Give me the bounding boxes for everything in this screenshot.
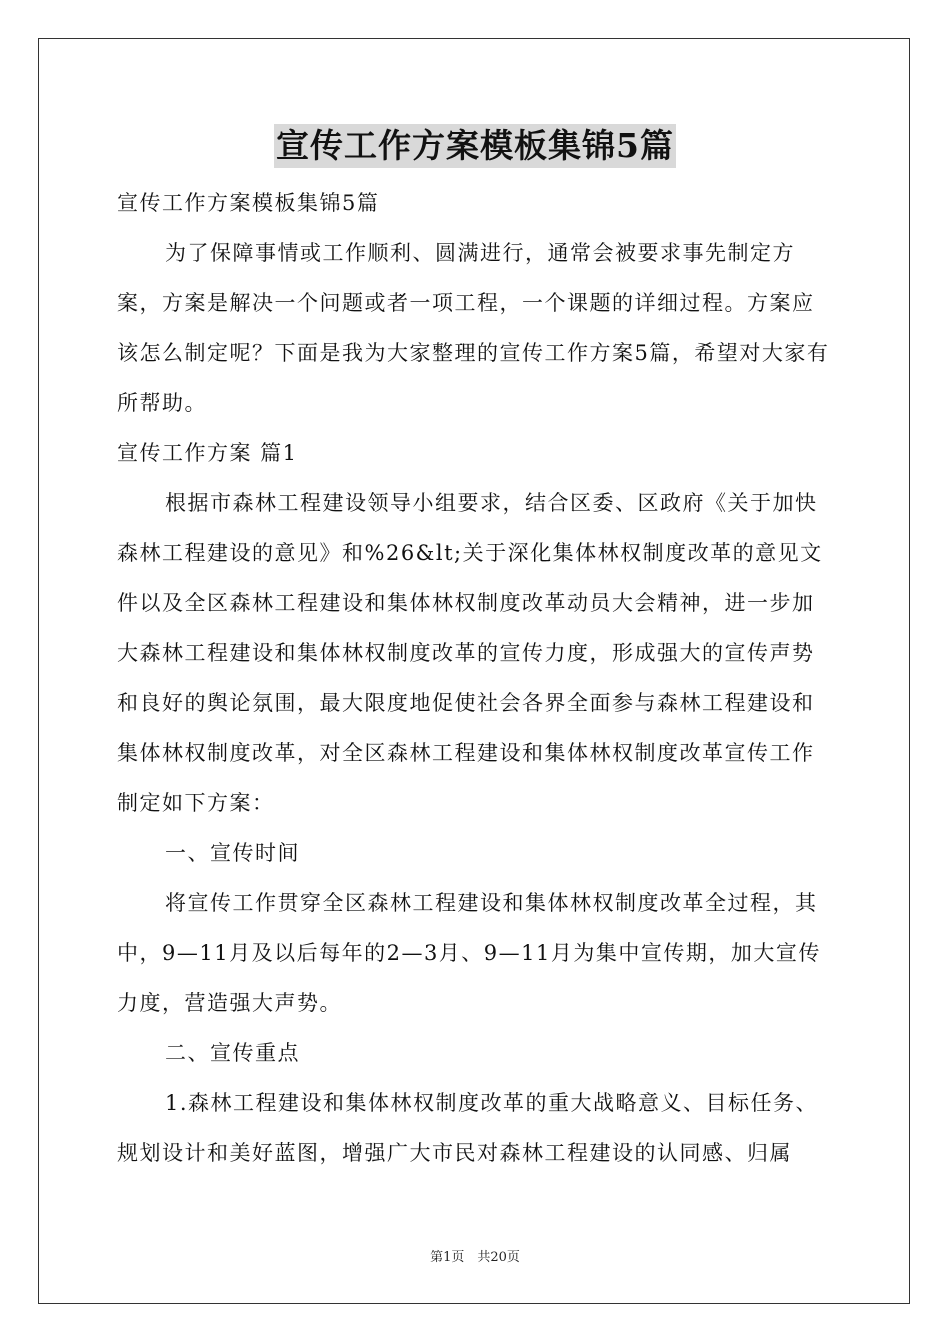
intro-paragraph: 为了保障事情或工作顺利、圆满进行，通常会被要求事先制定方案，方案是解决一个问题或者一项工程，一个课题的详细过程。方案应该怎么制定呢？下面是我为大家整理的宣传工作方案5篇，希望对大家有所帮助。 (117, 241, 830, 415)
title-container (0, 124, 950, 168)
body-paragraph: 将宣传工作贯穿全区森林工程建设和集体林权制度改革全过程，其中，9—11月及以后每年的2—3月、9—11月为集中宣传期，加大宣传力度，营造强大声势。 (117, 891, 821, 1015)
page-footer: 第1页 共20页 (430, 1250, 520, 1265)
subheading-focus: 二、宣传重点 (165, 1041, 300, 1065)
document-body (117, 178, 835, 1178)
section-heading: 宣传工作方案 篇1 (117, 441, 298, 465)
document-title: 宣传工作方案模板集锦5篇 (274, 124, 676, 168)
subheading-time: 一、宣传时间 (165, 841, 300, 865)
subtitle-line: 宣传工作方案模板集锦5篇 (117, 191, 380, 215)
body-paragraph: 1.森林工程建设和集体林权制度改革的重大战略意义、目标任务、规划设计和美好蓝图，增强广大市民对森林工程建设的认同感、归属 (117, 1091, 819, 1165)
body-paragraph: 根据市森林工程建设领导小组要求，结合区委、区政府《关于加快森林工程建设的意见》和%26&lt;关于深化集体林权制度改革的意见文件以及全区森林工程建设和集体林权制度改革动员大会精神，进一步加大森林工程建设和集体林权制度改革的宣传力度，形成强大的宣传声势和良好的舆论氛围，最大限度地促使社会各界全面参与森林工程建设和集体林权制度改革，对全区森林工程建设和集体林权制度改革宣传工作制定如下方案： (117, 491, 823, 815)
